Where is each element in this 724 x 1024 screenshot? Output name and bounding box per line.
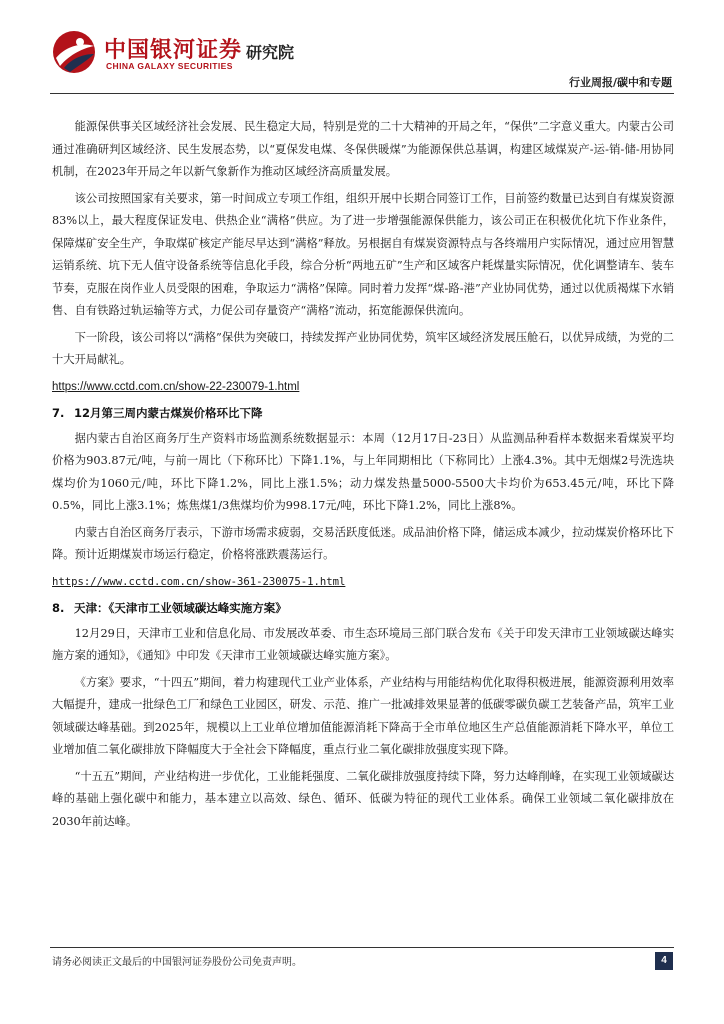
- paragraph: 12月29日，天津市工业和信息化局、市发展改革委、市生态环境局三部门联合发布《关于印发天津市工业领域碳达峰实施方案的通知》，《通知》中印发《天津市工业领域碳达峰实施方案》。: [52, 626, 674, 662]
- source-link[interactable]: https://www.cctd.com.cn/show-361-230075-1.html: [52, 575, 346, 588]
- main-content: [52, 116, 674, 837]
- header-divider: [50, 93, 674, 94]
- page-number: 4: [655, 952, 673, 970]
- section-title: 天津：《天津市工业领域碳达峰实施方案》: [74, 600, 287, 615]
- brand-name-en: CHINA GALAXY SECURITIES: [106, 61, 233, 71]
- galaxy-logo-icon: [50, 28, 98, 76]
- paragraph: 能源保供事关区域经济社会发展、民生稳定大局，特别是党的二十大精神的开局之年，“保供”二字意义重大。内蒙古公司通过准确研判区域经济、民生发展态势，以“夏保发电煤、冬保供暖煤”为能源保供总基调，构建区域煤炭产-运-销-储-用协同机制，在2023年开局之年以新气象新作为推动区域经济高质量发展。: [52, 120, 674, 178]
- report-type-label: 行业周报/碳中和专题: [568, 76, 672, 89]
- paragraph: 据内蒙古自治区商务厅生产资料市场监测系统数据显示：本周（12月17日-23日）从监测品种看样本数据来看煤炭平均价格为903.87元/吨，与前一周比（下称环比）下降1.1%，与上年同期相比（下称同比）上涨4.3%。其中无烟煤2号洗选块煤均价为1060元/吨，环比下降1.2%，同比上涨1.5%；动力煤发热量5000-5500大卡均价为653.45元/吨，环比下降0.5%，同比上涨3.1%；炼焦煤1/3焦煤均价为998.17元/吨，环比下降1.2%，同比上涨8%。: [52, 431, 674, 512]
- section-heading: [52, 402, 674, 424]
- paragraph: 该公司按照国家有关要求，第一时间成立专项工作组，组织开展中长期合同签订工作，目前签约数量已达到自有煤炭资源83%以上，最大程度保证发电、供热企业“满格”供应。为了进一步增强能源保供能力，该公司正在积极优化坑下作业条件，保障煤矿安全生产，争取煤矿核定产能尽早达到“满格”释放。另根据自有煤炭资源特点与各终端用户实际情况，通过应用智慧运销系统、坑下无人值守设备系统等信息化手段，综合分析“两地五矿”生产和区域客户耗煤量实际情况，优化调整请车、装车节奏，克服在岗作业人员受限的困难，争取运力“满格”保障。同时着力发挥“煤-路-港”产业协同优势，通过以优质褐煤下水销售、自有铁路过轨运输等方式，力促公司存量资产“满格”流动，拓宽能源保供流向。: [52, 191, 674, 317]
- brand-institute: 研究院: [246, 43, 295, 62]
- paragraph: 《方案》要求，“十四五”期间，着力构建现代工业产业体系，产业结构与用能结构优化取得积极进展，能源资源利用效率大幅提升，建成一批绿色工厂和绿色工业园区，研发、示范、推广一批减排效果显著的低碳零碳负碳工艺装备产品，筑牢工业领域碳达峰基础。到2025年，规模以上工业单位增加值能源消耗下降高于全市单位地区生产总值能源消耗下降水平，单位工业增加值二氧化碳排放下降幅度大于全社会下降幅度，重点行业二氧化碳排放强度实现下降。: [52, 675, 674, 756]
- footer-divider: [50, 947, 674, 948]
- source-link[interactable]: https://www.cctd.com.cn/show-22-230079-1.html: [52, 380, 300, 393]
- page-header: [0, 0, 724, 100]
- section-number: 8.: [52, 600, 65, 615]
- section-number: 7.: [52, 405, 65, 420]
- section-heading: [52, 597, 674, 619]
- paragraph: 内蒙古自治区商务厅表示，下游市场需求疲弱，交易活跃度低迷。成品油价格下降，储运成本减少，拉动煤炭价格环比下降。预计近期煤炭市场运行稳定，价格将涨跌震荡运行。: [52, 525, 674, 561]
- paragraph: “十五五”期间，产业结构进一步优化，工业能耗强度、二氧化碳排放强度持续下降，努力达峰削峰，在实现工业领域碳达峰的基础上强化碳中和能力，基本建立以高效、绿色、循环、低碳为特征的现代工业体系。确保工业领域二氧化碳排放在2030年前达峰。: [52, 769, 674, 828]
- disclaimer-note: 请务必阅读正文最后的中国银河证券股份公司免责声明。: [52, 957, 302, 968]
- paragraph: 下一阶段，该公司将以“满格”保供为突破口，持续发挥产业协同优势，筑牢区域经济发展压舱石，以优异成绩，为党的二十大开局献礼。: [52, 330, 674, 366]
- section-title: 12月第三周内蒙古煤炭价格环比下降: [74, 405, 263, 420]
- brand-name-cn: 中国银河证券: [104, 38, 243, 63]
